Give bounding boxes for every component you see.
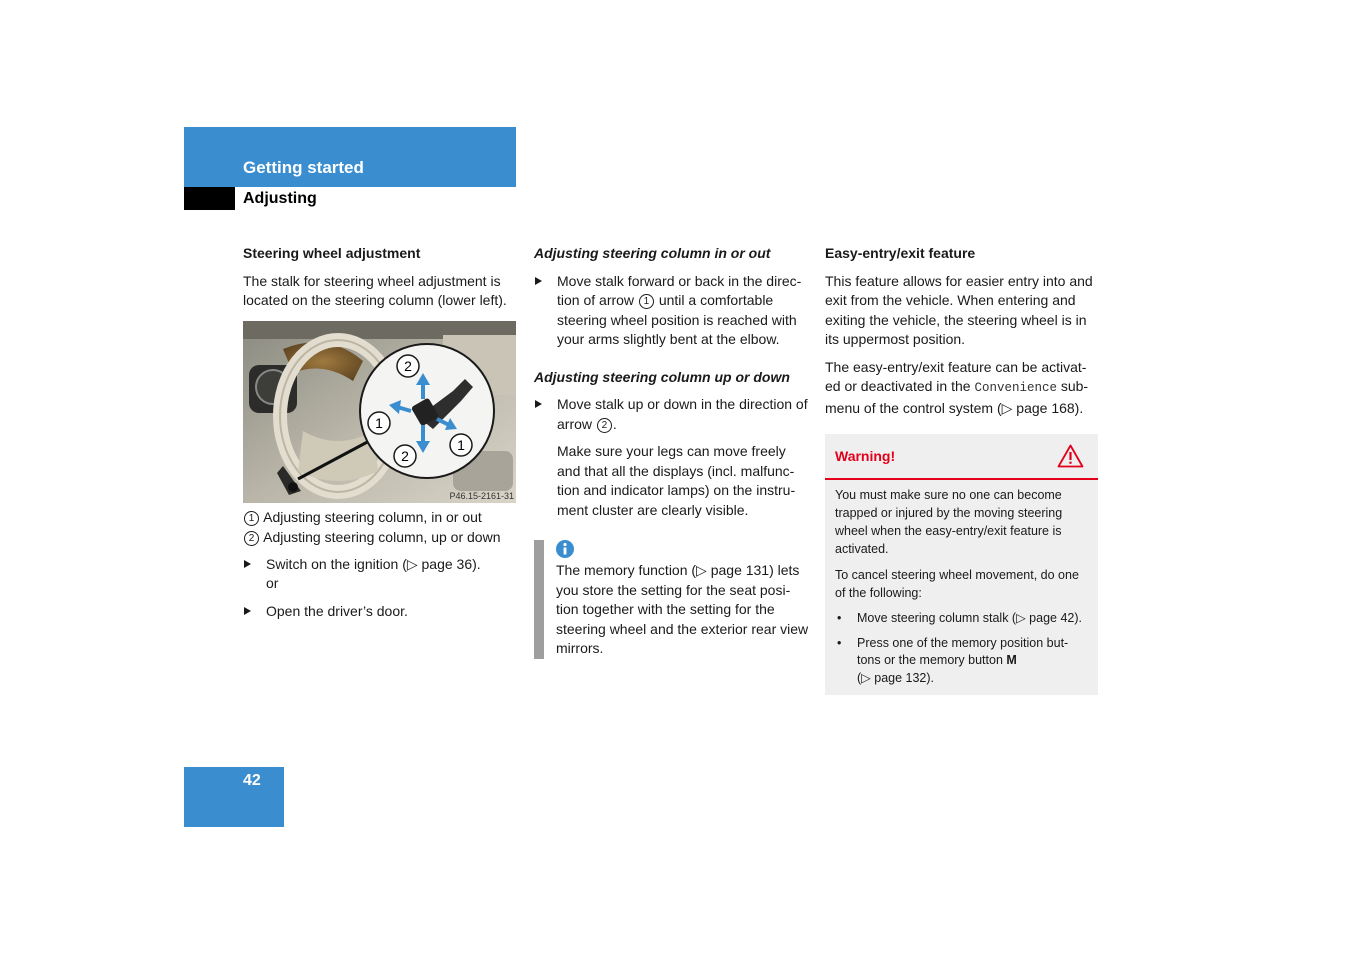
subsection-title: Adjusting (243, 190, 317, 207)
warning-header (825, 434, 1098, 480)
step-arrow-icon (535, 277, 542, 285)
warning-bullet: • Press one of the memory position but-tons or the memory button M (▷ page 132). (837, 635, 1069, 685)
legend-item: 1 Adjusting steering column, in or out (243, 507, 518, 527)
callout-1-left: 1 (375, 414, 383, 431)
step-up-down: Move stalk up or down in the direction of arrow 2 . (534, 395, 810, 434)
warning-box (825, 434, 1098, 695)
figure-legend (243, 507, 518, 547)
note-bar (534, 540, 544, 659)
easy-entry-heading: Easy-entry/exit feature (825, 245, 976, 261)
step-open-door: Open the driver’s door. (243, 602, 518, 622)
or-text: or (266, 575, 279, 591)
note-text: The memory function (▷ page 131) lets you store the setting for the seat posi-tion together with the setting for the steering wheel and the exterior rear view mirrors. (556, 562, 809, 656)
page-number-box (184, 767, 284, 827)
info-icon (556, 540, 574, 558)
page-number: 42 (243, 772, 261, 789)
column-3 (825, 244, 1099, 695)
easy-entry-p2: The easy-entry/exit feature can be activat-ed or deactivated in the Convenience sub-menu of the control system (▷ page 168). (825, 358, 1089, 416)
warning-triangle-icon (1057, 444, 1084, 468)
section-title: Getting started (243, 158, 364, 177)
step-arrow-icon (244, 560, 251, 568)
warning-body (825, 480, 1098, 695)
warning-p1: You must make sure no one can become trapped or injured by the moving steering wheel when the easy-entry/exit feature is activated. (835, 488, 1063, 556)
step-in-out: Move stalk forward or back in the direc-tion of arrow 1 until a comfortable steering wheel position is reached with your arms slightly bent at the elbow. (534, 272, 810, 350)
column-1 (243, 244, 518, 629)
legend-item: 2 Adjusting steering column, up or down (243, 527, 518, 547)
legs-paragraph: Make sure your legs can move freely and that all the displays (incl. malfunc-tion and indicator lamps) on the instru-ment cluster are clearly visible. (557, 443, 796, 518)
memory-note (534, 540, 810, 659)
callout-1-right: 1 (457, 436, 465, 453)
warning-bullet: • Move steering column stalk (▷ page 42). (837, 611, 1082, 625)
up-down-heading: Adjusting steering column up or down (534, 368, 790, 385)
figure-code: P46.15-2161-31 (449, 490, 514, 501)
step-arrow-icon (535, 400, 542, 408)
steering-wheel-heading: Steering wheel adjustment (243, 245, 421, 261)
steering-intro: The stalk for steering wheel adjustment is located on the steering column (lower left). (243, 272, 507, 308)
callout-2-bottom: 2 (401, 447, 409, 464)
steering-stalk-figure (243, 321, 516, 503)
callout-2-top: 2 (404, 357, 412, 374)
step-ignition: Switch on the ignition (▷ page 36). or (243, 555, 518, 594)
warning-p2: To cancel steering wheel movement, do one of the following: (835, 568, 1079, 600)
step-arrow-icon (244, 607, 251, 615)
warning-title: Warning! (835, 448, 896, 464)
in-out-heading: Adjusting steering column in or out (534, 245, 771, 261)
header-marker (184, 187, 235, 210)
easy-entry-p1: This feature allows for easier entry into and exit from the vehicle. When entering and exiting the vehicle, the steering wheel is in its uppermost position. (825, 272, 1093, 347)
header-band (184, 127, 516, 187)
column-2 (534, 244, 810, 659)
